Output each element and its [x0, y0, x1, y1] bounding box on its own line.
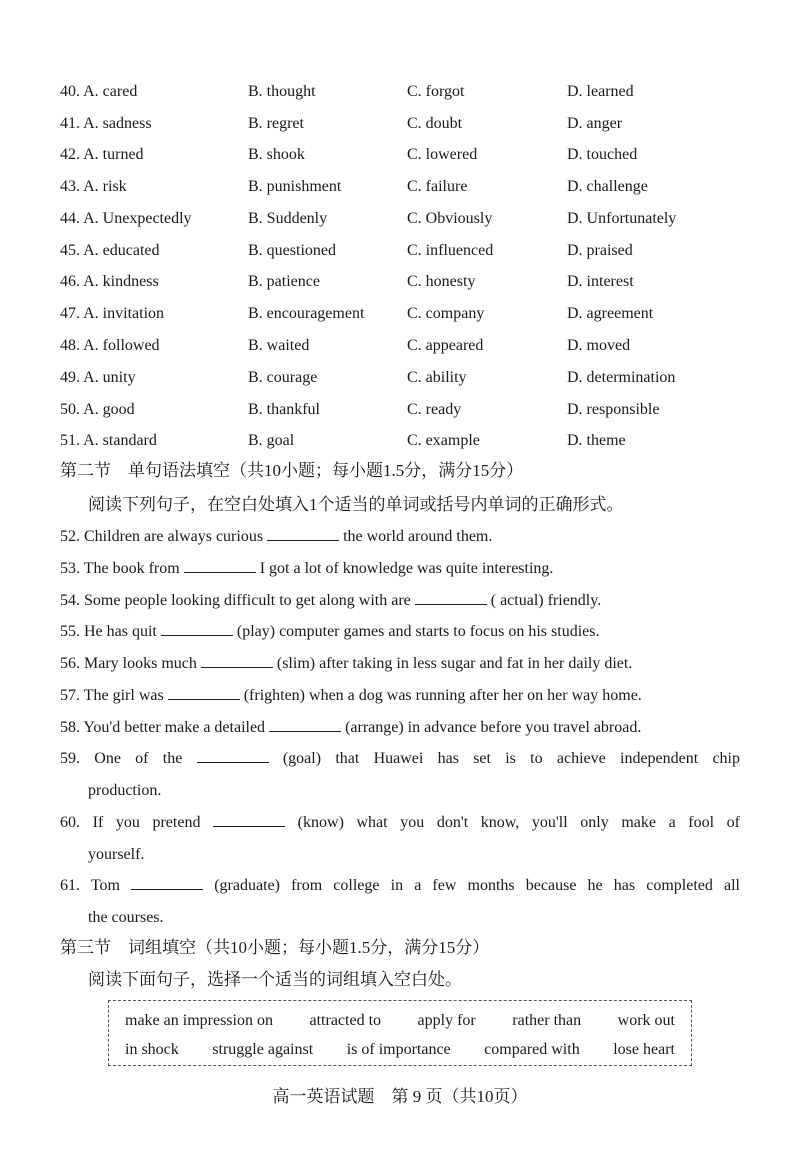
- option-b: B. waited: [248, 337, 310, 354]
- option-a-text: A. followed: [83, 337, 160, 354]
- option-a: [60, 398, 135, 422]
- option-c: C. ready: [407, 401, 462, 418]
- answer-blank: [213, 812, 285, 827]
- grammar-question-54: [60, 589, 740, 613]
- section-3-instruction: 阅读下面句子，选择一个适当的词组填入空白处。: [88, 970, 462, 989]
- question-text: ( actual) friendly.: [486, 592, 602, 609]
- question-number: 60.: [60, 814, 80, 831]
- option-b: B. shook: [248, 146, 305, 163]
- question-number: 46.: [60, 273, 80, 290]
- option-d: D. challenge: [567, 178, 648, 195]
- section-2-instruction: 阅读下列句子，在空白处填入1个适当的单词或括号内单词的正确形式。: [88, 495, 624, 514]
- question-text: The book from: [83, 560, 184, 577]
- question-number: 54.: [60, 592, 80, 609]
- question-number: 43.: [60, 178, 80, 195]
- option-d: D. moved: [567, 337, 631, 354]
- choice-question-42: [0, 143, 800, 167]
- question-number: 59.: [60, 750, 80, 767]
- answer-blank: [168, 685, 240, 700]
- question-text: (play) computer games and starts to focus on his studies.: [232, 623, 600, 640]
- option-a: [60, 112, 152, 136]
- choice-question-45: [0, 239, 800, 263]
- choice-question-47: [0, 302, 800, 326]
- question-number: 50.: [60, 401, 80, 418]
- question-text: The girl was: [83, 687, 168, 704]
- grammar-question-61: [60, 874, 740, 898]
- option-d: D. learned: [567, 83, 634, 100]
- option-a-text: A. invitation: [83, 305, 165, 322]
- option-a-text: A. cared: [83, 83, 138, 100]
- question-text: Some people looking difficult to get along with are: [84, 592, 415, 609]
- option-b: B. questioned: [248, 242, 336, 259]
- section-2-heading: 第二节 单句语法填空（共10小题；每小题1.5分，满分15分）: [60, 461, 524, 480]
- phrase-item: apply for: [417, 1012, 476, 1029]
- question-number: 45.: [60, 242, 80, 259]
- grammar-question-52: [60, 525, 740, 549]
- option-a: [60, 334, 160, 358]
- choice-question-40: [0, 80, 800, 104]
- question-text: (arrange) in advance before you travel abroad.: [341, 719, 642, 736]
- question-text: You'd better make a detailed: [83, 719, 270, 736]
- option-c: C. example: [407, 432, 480, 449]
- grammar-question-58: [60, 716, 740, 740]
- option-c: C. ability: [407, 369, 467, 386]
- phrase-item: in shock: [125, 1041, 179, 1058]
- option-a: [60, 207, 192, 231]
- option-b: B. Suddenly: [248, 210, 328, 227]
- choice-question-51: [0, 429, 800, 453]
- grammar-question-59-continuation: production.: [88, 782, 162, 799]
- phrase-item: work out: [617, 1012, 675, 1029]
- phrase-item: is of importance: [346, 1041, 451, 1058]
- question-text: Tom: [90, 877, 132, 894]
- question-text: (frighten) when a dog was running after her on her way home.: [239, 687, 642, 704]
- question-number: 44.: [60, 210, 80, 227]
- option-d: D. praised: [567, 242, 633, 259]
- phrase-item: compared with: [484, 1041, 580, 1058]
- question-text: I got a lot of knowledge was quite interesting.: [255, 560, 554, 577]
- phrase-item: attracted to: [309, 1012, 382, 1029]
- question-number: 55.: [60, 623, 80, 640]
- choice-question-41: [0, 112, 800, 136]
- option-a-text: A. Unexpectedly: [83, 210, 192, 227]
- grammar-question-61-continuation: the courses.: [88, 909, 164, 926]
- option-c: C. appeared: [407, 337, 484, 354]
- option-a: [60, 270, 159, 294]
- option-a-text: A. educated: [83, 242, 160, 259]
- phrase-item: make an impression on: [125, 1012, 273, 1029]
- answer-blank: [267, 526, 339, 541]
- choice-question-46: [0, 270, 800, 294]
- page-footer: 高一英语试题 第 9 页（共10页）: [272, 1087, 528, 1106]
- question-number: 58.: [60, 719, 80, 736]
- option-b: B. encouragement: [248, 305, 365, 322]
- question-text: One of the: [94, 750, 197, 767]
- option-b: B. punishment: [248, 178, 342, 195]
- grammar-question-60-continuation: yourself.: [88, 846, 145, 863]
- option-a-text: A. kindness: [83, 273, 159, 290]
- option-c: C. honesty: [407, 273, 476, 290]
- grammar-question-57: [60, 684, 740, 708]
- option-b: B. thought: [248, 83, 316, 100]
- option-c: C. doubt: [407, 115, 463, 132]
- option-a-text: A. turned: [83, 146, 144, 163]
- option-c: C. failure: [407, 178, 468, 195]
- phrase-bank-row-2: [125, 1039, 675, 1061]
- question-text: (goal) that Huawei has set is to achieve independent chip: [268, 750, 741, 767]
- option-b: B. patience: [248, 273, 320, 290]
- option-d: D. anger: [567, 115, 623, 132]
- question-text: Mary looks much: [84, 655, 201, 672]
- option-d: D. touched: [567, 146, 638, 163]
- question-number: 42.: [60, 146, 80, 163]
- question-number: 57.: [60, 687, 80, 704]
- question-text: the world around them.: [339, 528, 493, 545]
- question-text: Children are always curious: [84, 528, 268, 545]
- option-c: C. influenced: [407, 242, 494, 259]
- grammar-question-60: [60, 811, 740, 835]
- option-a: [60, 366, 136, 390]
- option-d: D. responsible: [567, 401, 660, 418]
- phrase-bank-box: [108, 1000, 692, 1066]
- question-number: 56.: [60, 655, 80, 672]
- option-a: [60, 429, 157, 453]
- answer-blank: [161, 621, 233, 636]
- option-a: [60, 80, 137, 104]
- option-a-text: A. risk: [83, 178, 127, 195]
- option-d: D. determination: [567, 369, 676, 386]
- question-text: If you pretend: [92, 814, 214, 831]
- option-a: [60, 175, 127, 199]
- choice-question-49: [0, 366, 800, 390]
- choice-question-44: [0, 207, 800, 231]
- question-number: 49.: [60, 369, 80, 386]
- grammar-question-55: [60, 620, 740, 644]
- option-a-text: A. good: [83, 401, 135, 418]
- question-number: 41.: [60, 115, 80, 132]
- question-number: 53.: [60, 560, 80, 577]
- phrase-item: struggle against: [212, 1041, 314, 1058]
- option-a: [60, 302, 164, 326]
- question-number: 47.: [60, 305, 80, 322]
- option-a: [60, 143, 144, 167]
- phrase-item: lose heart: [613, 1041, 675, 1058]
- option-b: B. thankful: [248, 401, 320, 418]
- answer-blank: [269, 717, 341, 732]
- answer-blank: [184, 558, 256, 573]
- grammar-question-59: [60, 747, 740, 771]
- option-a: [60, 239, 160, 263]
- question-text: (know) what you don't know, you'll only make a fool of: [285, 814, 740, 831]
- question-text: (graduate) from college in a few months because he has completed all: [203, 877, 740, 894]
- question-text: (slim) after taking in less sugar and fat in her daily diet.: [272, 655, 633, 672]
- question-number: 40.: [60, 83, 80, 100]
- option-d: D. Unfortunately: [567, 210, 677, 227]
- option-d: D. agreement: [567, 305, 654, 322]
- option-b: B. courage: [248, 369, 318, 386]
- grammar-question-56: [60, 652, 740, 676]
- answer-blank: [415, 590, 487, 605]
- option-b: B. goal: [248, 432, 295, 449]
- answer-blank: [201, 653, 273, 668]
- option-c: C. Obviously: [407, 210, 493, 227]
- choice-question-50: [0, 398, 800, 422]
- answer-blank: [131, 875, 203, 890]
- question-text: He has quit: [84, 623, 161, 640]
- answer-blank: [197, 748, 269, 763]
- option-a-text: A. standard: [83, 432, 157, 449]
- question-number: 61.: [60, 877, 80, 894]
- question-number: 51.: [60, 432, 80, 449]
- grammar-question-53: [60, 557, 740, 581]
- choice-question-48: [0, 334, 800, 358]
- option-c: C. company: [407, 305, 485, 322]
- option-d: D. interest: [567, 273, 634, 290]
- option-a-text: A. unity: [83, 369, 136, 386]
- option-c: C. forgot: [407, 83, 465, 100]
- option-d: D. theme: [567, 432, 626, 449]
- option-a-text: A. sadness: [83, 115, 152, 132]
- choice-question-43: [0, 175, 800, 199]
- option-b: B. regret: [248, 115, 304, 132]
- section-3-heading: 第三节 词组填空（共10小题；每小题1.5分，满分15分）: [60, 938, 490, 957]
- question-number: 52.: [60, 528, 80, 545]
- question-number: 48.: [60, 337, 80, 354]
- phrase-bank-row-1: [125, 1010, 675, 1032]
- option-c: C. lowered: [407, 146, 478, 163]
- phrase-item: rather than: [512, 1012, 582, 1029]
